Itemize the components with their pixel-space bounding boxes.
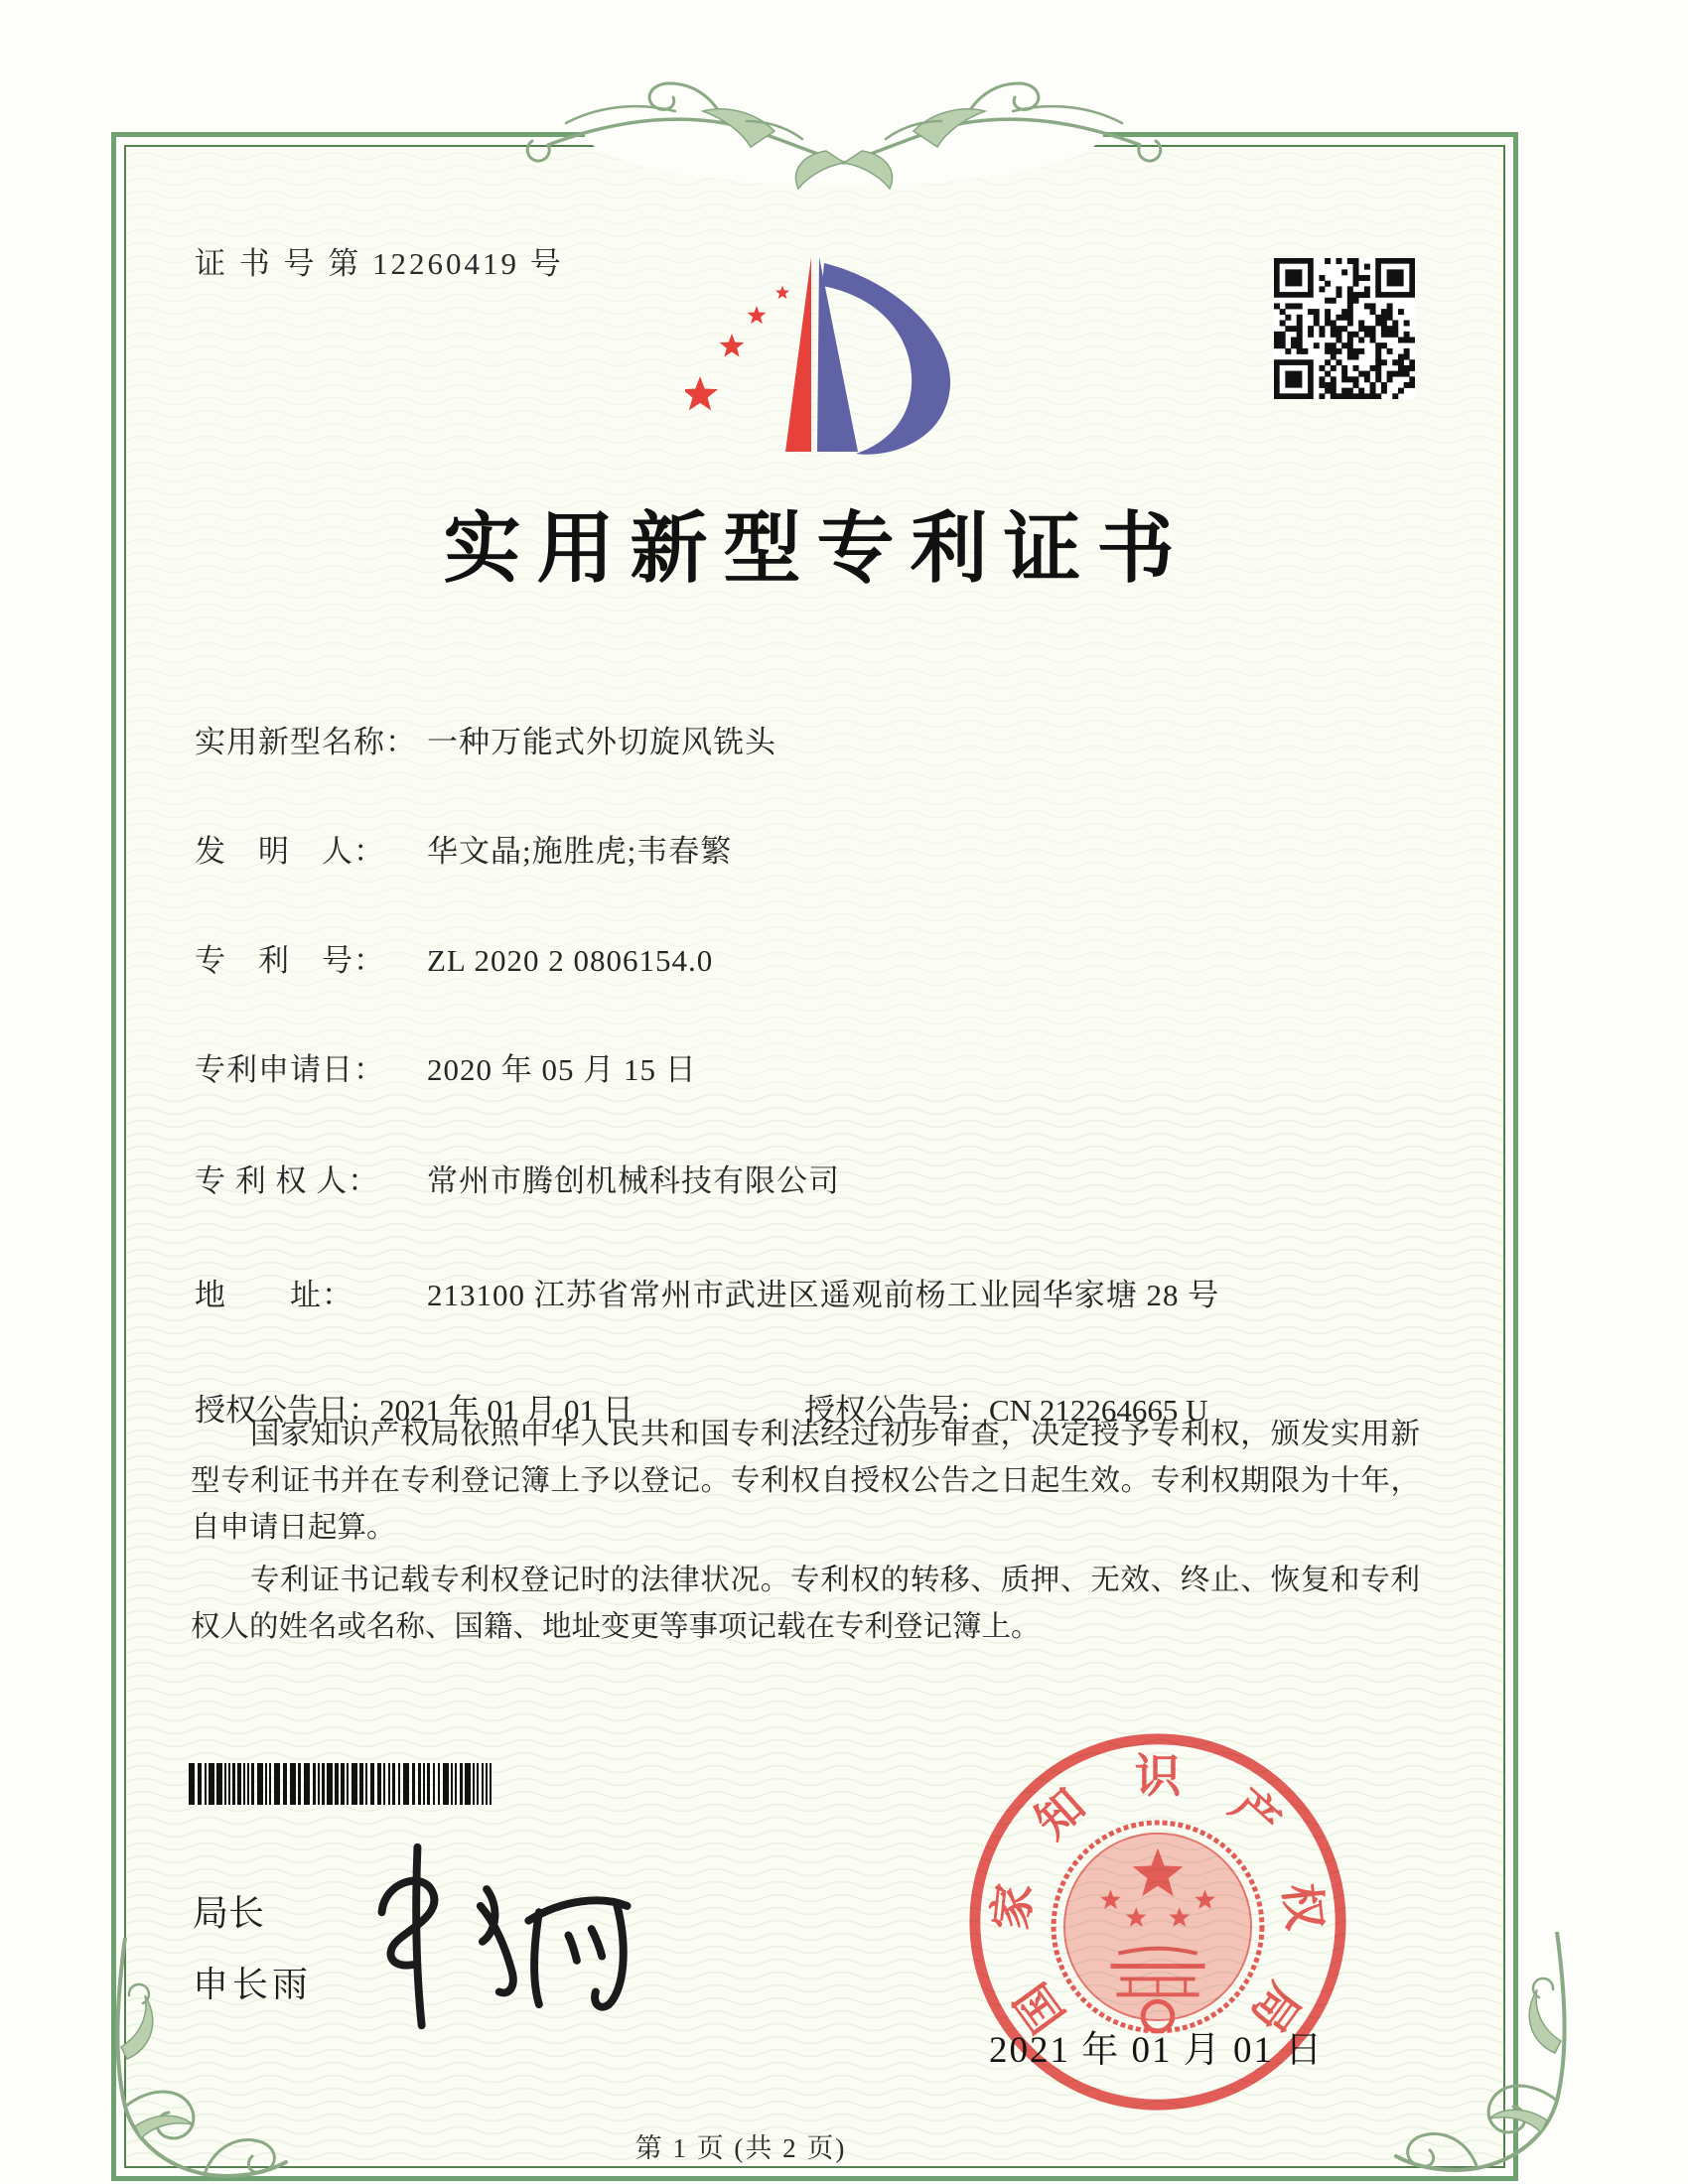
field-value: ZL 2020 2 0806154.0	[427, 943, 714, 978]
svg-text:权: 权	[1273, 1880, 1330, 1933]
field-value: 2020 年 05 月 15 日	[427, 1052, 697, 1087]
svg-text:家: 家	[986, 1880, 1043, 1933]
corner-flourish-right	[1388, 1932, 1587, 2175]
field-row-utility-model-name	[195, 717, 776, 761]
field-label: 专 利 号：	[195, 943, 385, 978]
svg-text:知: 知	[1027, 1780, 1095, 1849]
certificate-number: 证 书 号 第 12260419 号	[195, 246, 564, 281]
svg-text:识: 识	[1134, 1751, 1182, 1803]
legal-text-block	[191, 1412, 1420, 1651]
field-row-inventors	[195, 826, 732, 871]
grant-date-value: 2021 年 01 月 01 日	[379, 1393, 633, 1428]
barcode	[189, 1763, 498, 1805]
cnipa-logo	[685, 226, 983, 469]
field-row-patent-number	[195, 935, 713, 980]
field-label: 地 址：	[195, 1278, 353, 1312]
field-value: 华文晶;施胜虎;韦春繁	[427, 834, 733, 869]
field-label: 专利申请日：	[195, 1052, 385, 1087]
certificate-title: 实用新型专利证书	[443, 505, 1191, 592]
svg-text:国: 国	[1006, 1973, 1075, 2041]
page-footer: 第 1 页 (共 2 页)	[634, 2133, 847, 2163]
director-signature	[352, 1837, 635, 2035]
director-name: 申长雨	[193, 1964, 313, 2004]
grant-number-value: CN 212264665 U	[989, 1393, 1208, 1428]
field-label: 专 利 权 人：	[195, 1163, 380, 1198]
field-value: 一种万能式外切旋风铣头	[427, 725, 776, 759]
field-label: 实用新型名称：	[195, 725, 417, 759]
top-flourish-ornament	[487, 69, 1201, 194]
field-value: 213100 江苏省常州市武进区遥观前杨工业园华家塘 28 号	[427, 1278, 1220, 1312]
seal-date: 2021 年 01 月 01 日	[989, 2030, 1325, 2071]
logo-star-small	[747, 306, 766, 324]
logo-star-large	[685, 376, 718, 410]
svg-text:产: 产	[1220, 1780, 1289, 1849]
field-label: 发 明 人：	[195, 834, 385, 869]
legal-paragraph-1: 国家知识产权局依照中华人民共和国专利法经过初步审查，决定授予专利权，颁发实用新型专利证书并在专利登记簿上予以登记。专利权自授权公告之日起生效。专利权期限为十年，自申请日起算。	[191, 1419, 1420, 1544]
grant-date-label: 授权公告日：	[195, 1393, 379, 1428]
logo-star-medium	[720, 334, 745, 357]
logo-red-wedge	[785, 257, 811, 452]
field-row-filing-date	[195, 1044, 697, 1089]
director-title: 局长	[193, 1892, 265, 1933]
qr-code	[1274, 258, 1415, 399]
field-row-address	[195, 1270, 1219, 1314]
logo-star-tiny	[775, 286, 789, 300]
national-emblem	[1054, 1823, 1262, 2031]
field-row-patentee	[195, 1156, 840, 1200]
grant-number-label: 授权公告号：	[804, 1393, 989, 1428]
legal-paragraph-2: 专利证书记载专利权登记时的法律状况。专利权的转移、质押、无效、终止、恢复和专利权人的姓名或名称、国籍、地址变更等事项记载在专利登记簿上。	[191, 1565, 1420, 1643]
svg-text:局: 局	[1240, 1973, 1310, 2041]
field-value: 常州市腾创机械科技有限公司	[427, 1163, 840, 1198]
